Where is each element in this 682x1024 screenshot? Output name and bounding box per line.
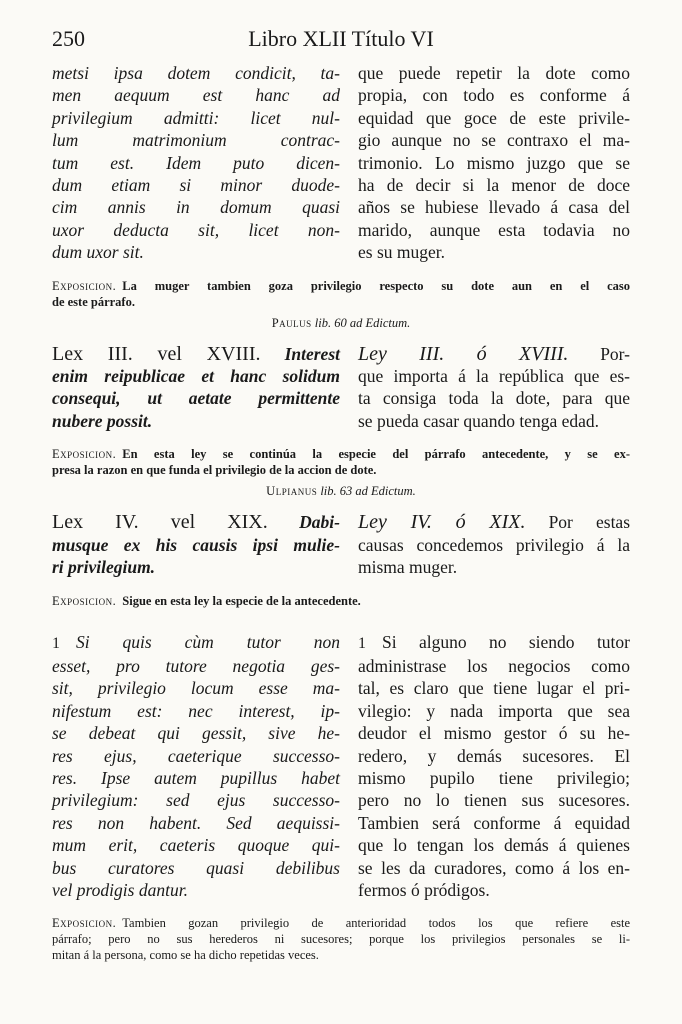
- latin-line: se debeat qui gessit, sive he-: [52, 723, 340, 744]
- spanish-line: tal, es claro que tiene lugar el pri-: [358, 678, 630, 699]
- spanish-column: [358, 343, 630, 433]
- latin-line: dum etiam si minor duode-: [52, 175, 340, 196]
- section-continuation: [52, 62, 630, 331]
- lex-heading: Lex III. vel XVIII.: [52, 342, 261, 365]
- spanish-line: vilegio: y nada importa que sea: [358, 700, 630, 721]
- page-number: 250: [52, 26, 85, 51]
- latin-column: [52, 343, 340, 433]
- spanish-line: mismo pupilo tiene privilegio;: [358, 767, 630, 788]
- exposicion-text: Tambien gozan privilegio de anterioridad todos los que refiere este: [122, 916, 630, 931]
- latin-line: ri privilegium.: [52, 557, 156, 578]
- latin-line: consequi, ut aetate permittente: [52, 388, 340, 409]
- latin-line: enim reipublicae et hanc solidum: [52, 366, 340, 387]
- source-author: Ulpianus: [266, 484, 318, 499]
- lex-heading: Lex IV. vel XIX.: [52, 511, 268, 534]
- spanish-line: que lo tengan los demás á quienes: [358, 835, 630, 856]
- spanish-line: administrase los negocios como: [358, 655, 630, 676]
- spanish-line: causas concedemos privilegio á la: [358, 534, 630, 555]
- latin-line: nifestum est: nec interest, ip-: [52, 700, 340, 721]
- latin-line: res ejus, caeterique successo-: [52, 745, 340, 766]
- exposicion-note: [52, 593, 630, 609]
- latin-line: metsi ipsa dotem condicit, ta-: [52, 63, 340, 83]
- spanish-line: misma muger.: [358, 557, 458, 578]
- latin-line: tum est. Idem puto dicen-: [52, 152, 340, 173]
- spanish-line: trimonio. Lo mismo juzgo que se: [358, 152, 630, 173]
- spanish-line: se les da curadores, como á los en-: [358, 857, 630, 878]
- latin-column: [52, 511, 340, 578]
- source-work: lib. 63 ad Edictum.: [320, 484, 416, 499]
- source-citation: [52, 316, 630, 331]
- running-head: [52, 26, 630, 56]
- exposicion-note: [52, 446, 630, 478]
- exposicion-text: La muger tambien goza privilegio respecto su dote aun en el caso: [122, 278, 630, 293]
- latin-column: [52, 631, 340, 902]
- spanish-line: se pueda casar quando tenga edad.: [358, 410, 600, 431]
- source-author: Paulus: [271, 315, 312, 330]
- exposicion-label: Exposicion.: [52, 916, 117, 931]
- latin-line: res non habent. Sed aequissi-: [52, 812, 340, 833]
- source-work: lib. 60 ad Edictum.: [314, 315, 411, 330]
- latin-line: cim annis in domum quasi: [52, 197, 340, 218]
- spanish-line: ta consiga toda la dote, para que: [358, 388, 630, 409]
- latin-line: nubere possit.: [52, 410, 153, 431]
- lex-4: [52, 511, 630, 608]
- section-number: 1: [52, 634, 60, 652]
- spanish-column: [358, 631, 630, 902]
- spanish-line: que puede repetir la dote como: [358, 63, 630, 83]
- exposicion-note: [52, 915, 630, 963]
- exposicion-text: presa la razon en que funda el privilegio de la accion de dote.: [52, 463, 377, 478]
- latin-line: musque ex his causis ipsi mulie-: [52, 534, 340, 555]
- spanish-line: ha de decir si la menor de doce: [358, 175, 630, 196]
- latin-line: Interest: [284, 343, 340, 364]
- latin-column: [52, 62, 340, 264]
- spanish-line: marido, aunque esta todavia no: [358, 219, 630, 240]
- spanish-line: gio aunque no se contraxo el ma-: [358, 130, 630, 151]
- section-1: [52, 631, 630, 964]
- spanish-line: es su muger.: [358, 242, 446, 263]
- latin-line: bus curatores quasi debilibus: [52, 857, 340, 878]
- latin-line: res. Ipse autem pupillus habet: [52, 767, 340, 788]
- spanish-line: equidad que goce de este privile-: [358, 107, 630, 128]
- spanish-line: Tambien será conforme á equidad: [358, 812, 630, 833]
- spanish-column: [358, 511, 630, 578]
- latin-line: lum matrimonium contrac-: [52, 130, 340, 151]
- spanish-line: Si alguno no siendo tutor: [382, 631, 630, 652]
- source-citation: [52, 484, 630, 499]
- exposicion-note: [52, 278, 630, 310]
- exposicion-text: de este párrafo.: [52, 294, 135, 309]
- exposicion-text: mitan á la persona, como se ha dicho repetidas veces.: [52, 948, 319, 963]
- latin-line: privilegium admitti: licet nul-: [52, 107, 340, 128]
- latin-line: uxor deducta sit, licet non-: [52, 219, 340, 240]
- latin-line: Si quis cùm tutor non: [76, 631, 340, 652]
- exposicion-label: Exposicion.: [52, 447, 117, 462]
- lex-3: [52, 343, 630, 500]
- page: [52, 26, 630, 963]
- spanish-line: años se hubiese llevado á casa del: [358, 197, 630, 218]
- latin-line: mum erit, caeteris quoque qui-: [52, 835, 340, 856]
- exposicion-text: En esta ley se continúa la especie del párrafo antecedente, y se ex-: [122, 447, 630, 462]
- spanish-column: [358, 62, 630, 264]
- spanish-line: redero, y demás sucesores. El: [358, 745, 630, 766]
- exposicion-label: Exposicion.: [52, 593, 117, 608]
- section-number: 1: [358, 634, 366, 652]
- spanish-line: Por estas: [548, 512, 631, 533]
- latin-line: men aequum est hanc ad: [52, 85, 340, 106]
- spanish-line: deudor el mismo gestor ó su he-: [358, 723, 630, 744]
- spanish-line: fermos ó pródigos.: [358, 879, 490, 900]
- spanish-line: Por-: [600, 343, 630, 364]
- latin-line: privilegium: sed ejus successo-: [52, 790, 340, 811]
- ley-heading: Ley III. ó XVIII.: [358, 342, 569, 365]
- page-title: Libro XLII Título VI: [248, 26, 434, 51]
- latin-line: vel prodigis dantur.: [52, 879, 188, 900]
- latin-line: dum uxor sit.: [52, 242, 144, 263]
- exposicion-text: párrafo; pero no sus herederos ni sucesores; porque los privilegios personales se li-: [52, 932, 630, 947]
- latin-line: sit, privilegio locum esse ma-: [52, 678, 340, 699]
- latin-line: esset, pro tutore negotia ges-: [52, 655, 340, 676]
- spanish-line: pero no lo tienen sus sucesores.: [358, 790, 630, 811]
- exposicion-label: Exposicion.: [52, 278, 117, 293]
- ley-heading: Ley IV. ó XIX.: [358, 511, 526, 534]
- exposicion-text: Sigue en esta ley la especie de la antecedente.: [122, 593, 361, 608]
- latin-line: Dabi-: [299, 512, 340, 533]
- spanish-line: que importa á la república que es-: [358, 366, 630, 387]
- spanish-line: propia, con todo es conforme á: [358, 85, 630, 106]
